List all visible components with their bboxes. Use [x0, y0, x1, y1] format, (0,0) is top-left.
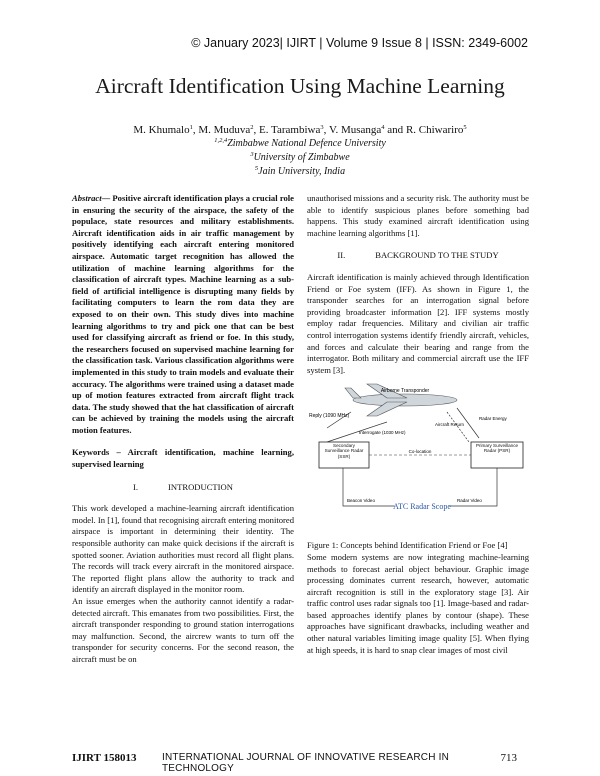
journal-name: INTERNATIONAL JOURNAL OF INNOVATIVE RESEARCH IN TECHNOLOGY: [162, 752, 450, 774]
author-name: M. Khumalo: [133, 124, 190, 136]
label-psr: Primary Surveillance Radar (PSR): [475, 443, 519, 454]
affiliation: $^{1,2,4}$Zimbabwe National Defence University: [214, 137, 386, 149]
intro-paragraph-continued: unauthorised missions and a security risk. The authority must be able to identify suspicious planes before something bad happens. This study examined aircraft identification using machine learning algorithms [1].: [307, 193, 529, 238]
paper-id: IJIRT 158013: [72, 752, 137, 764]
left-column: [72, 193, 294, 666]
section-heading-background: II. BACKGROUND TO THE STUDY: [337, 250, 499, 261]
background-paragraph: Some modern systems are now integrating machine-learning methods to forecast aerial object behaviour. Graphic image processing dominates current research, however, automatic aircraft recognition is still in the exploratory stage [3]. Air traffic control uses radar signals too [1]. Image-based and radar-based approaches identify planes by contour (shape). These approaches have significant drawbacks, including weather and other natural variables limiting image quality [5]. When flying at high speeds, it is hard to snap clear images of most civil: [307, 551, 529, 655]
section-heading-introduction: I. INTRODUCTION: [133, 481, 233, 492]
iff-diagram: [307, 382, 529, 532]
intro-paragraph: An issue emerges when the authority cannot identify a radar-detected aircraft. This emanates from two possibilities. First, the aircraft transponder responding to ground station interrogations may malfunction. Second, the aircrew wants to turn off the transponder for security concerns. For the second reason, the aircraft must be on: [72, 596, 294, 664]
page-number: 713: [500, 752, 517, 764]
author-name: M. Muduva: [198, 124, 251, 136]
author-name: V. Musanga: [328, 124, 382, 136]
label-airborne: Airborne Transponder: [380, 388, 430, 395]
right-column: [307, 193, 529, 656]
iff-diagram-svg: [307, 382, 529, 532]
label-radar-energy: Radar Energy: [479, 416, 507, 422]
abstract: Abstract— Positive aircraft identification plays a crucial role in ensuring the security of the airspace, the safety of the populace, state resources and military establishments. Aircraft identification aids in air traffic management by positively identifying each aircraft entering monitored airspace. Automatic target recognition has allowed the utilization of machine learning algorithms for the classification of aircraft types. Machine learning as a sub-field of artificial intelligence is disrupting many fields by facilitating computers to learn the rom data they are exposed to on their own. This study dives into machine learning algorithms to try and pick one that can be best used for classifying aircraft as friend or foe. In this study, the researchers focused on supervised machine learning for the classification task. Various classification algorithms were implemented in this study to train models and evaluate their accuracy. The algorithms were trained using a dataset made up of motion features extracted from aircraft flight track data. The study showed that the hat classification of aircraft can be achieved by training the models using the aircraft motion features.: [72, 193, 294, 435]
label-interrogate: Interrogate (1030 MHz): [359, 430, 406, 436]
keywords: Keywords – Aircraft identification, machine learning, supervised learning: [72, 447, 294, 470]
label-ssr: Secondary Surveillance Radar (SSR): [324, 443, 364, 460]
label-reply: Reply (1090 MHz): [309, 413, 350, 420]
label-atc-scope: ATC Radar Scope: [393, 502, 451, 512]
background-paragraph: Aircraft identification is mainly achieved through Identification Friend or Foe system (IFF). As shown in Figure 1, the transponder searches for an interrogation signal before providing broadcaster information [2]. IFF systems mostly employ radar frequencies. Military and civilian air traffic control interrogation systems identify friendly aircraft, vehicles, and forces and calculate their bearing and range from the interrogator. Both military and commercial aircraft use the IFF system [3].: [307, 271, 529, 375]
author-name: R. Chiwariro: [405, 124, 464, 136]
label-aircraft-return: Aircraft Return: [435, 422, 465, 428]
affiliation: $^3$University of Zimbabwe: [250, 151, 350, 163]
label-radar-video: Radar Video: [457, 498, 482, 504]
author-names: M. Khumalo$^1$, M. Muduva$^2$, E. Tarambiwa$^3$, V. Musanga$^4$ and R. Chiwariro$^5$: [133, 124, 467, 136]
author-name: E. Tarambiwa: [259, 124, 321, 136]
figure-caption: Figure 1: Concepts behind Identification Friend or Foe [4]: [307, 540, 508, 551]
paper-title: Aircraft Identification Using Machine Learning: [95, 74, 505, 98]
affiliation: $^5$Jain University, India: [254, 165, 346, 177]
journal-header: © January 2023| IJIRT | Volume 9 Issue 8 | ISSN: 2349-6002: [191, 36, 528, 50]
intro-paragraph: This work developed a machine-learning aircraft identification model. In [1], found that recognising aircraft entering monitored airspace is important in determining their identity. The responsible authority can make quick decisions if the aircraft is spotted sooner. Aviation authorities must record all flight plans. The records will track every aircraft in the monitored airspace. The reported flight plans allow the authority to track and identify an aircraft displayed in the monitor room.: [72, 503, 294, 595]
label-beacon-video: Beacon Video: [347, 498, 375, 504]
label-co-location: Co-location: [408, 449, 432, 455]
author-block: [0, 123, 600, 179]
